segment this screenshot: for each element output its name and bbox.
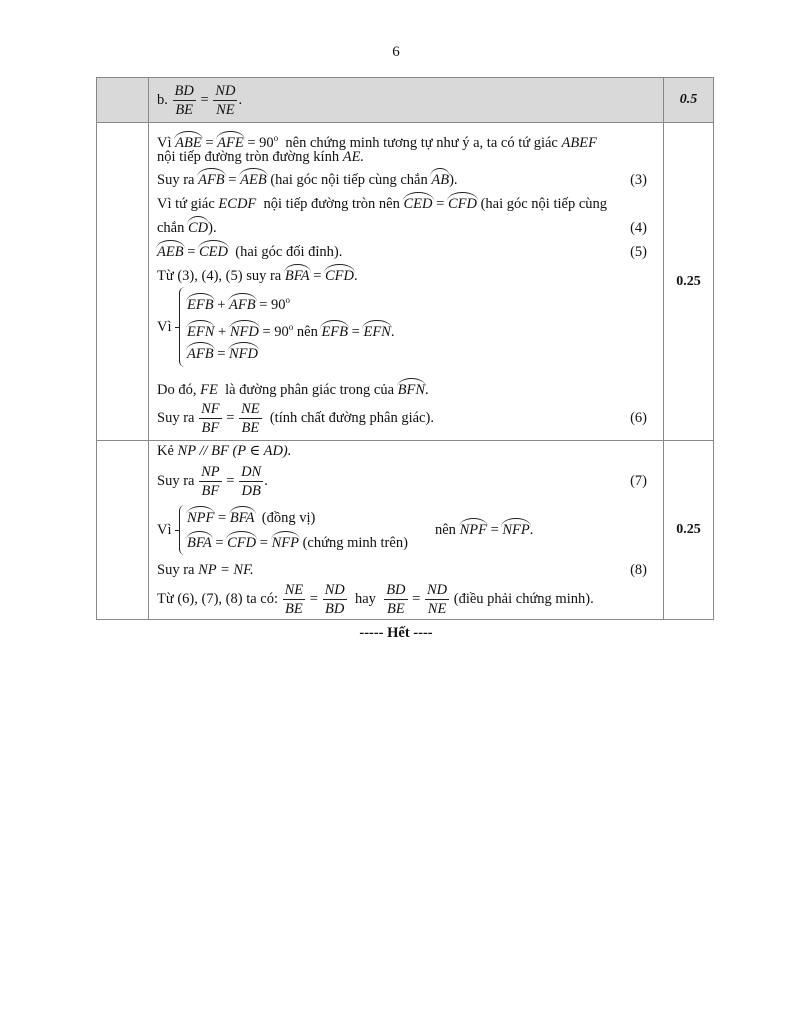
proof-line: Suy ra NP = NF. (157, 562, 254, 578)
equation-number: (5) (630, 244, 647, 260)
part-b-statement: b. $\frac{BD}{BE}$ = $\frac{ND}{NE}$ . (149, 78, 664, 123)
proof-line: AEB = CED (hai góc đối đỉnh). (157, 244, 343, 260)
proof-line: nên NPF = NFP. (435, 522, 534, 538)
end-marker: ----- Hết ---- (359, 625, 433, 641)
equation-number: (3) (630, 172, 647, 188)
proof-line: Suy ra $\frac{NP}{BF}$ = $\frac{DN}{DB}$ . (157, 464, 268, 500)
equation-number: (6) (630, 410, 647, 426)
equation-number: (7) (630, 473, 647, 489)
proof-line: nội tiếp đường tròn đường kính AE. (157, 149, 365, 165)
proof-line: Do đó, FE là đường phân giác trong của BFN. (157, 382, 429, 398)
system-brace (179, 287, 186, 367)
equation-number: (8) (630, 562, 647, 578)
system-line: EFN + NFD = $90^o$ nên EFB = EFN. (187, 322, 395, 340)
system-line: AFB = NFD (187, 346, 259, 362)
page-number: 6 (392, 44, 400, 60)
system-line: BFA = CFD = NFP (chứng minh trên) (187, 535, 408, 551)
proof-line: Từ (3), (4), (5) suy ra BFA = CFD. (157, 268, 358, 284)
fraction: $\frac{ND}{NE}$ (215, 83, 236, 119)
proof-step-2 (149, 441, 664, 620)
score-cell: 0.5 (664, 78, 714, 123)
part-label: b. (157, 92, 168, 108)
table-row (97, 441, 714, 620)
proof-line: Từ (6), (7), (8) ta có: $\frac{NE}{BE}$ = $\frac{ND}{BD}$ hay $\frac{BD}{BE}$ = $\frac{ND}{NE}$ (điều phải chứng minh). (157, 582, 594, 618)
equation-number: (4) (630, 220, 647, 236)
proof-step-1 (149, 123, 664, 441)
left-column-cell (97, 78, 149, 123)
proof-line: Vì tứ giác ECDF nội tiếp đường tròn nên CED = CFD (hai góc nội tiếp cùng (157, 196, 607, 212)
proof-line: Vì (157, 319, 172, 335)
proof-line: chắn CD). (157, 220, 217, 236)
system-line: NPF = BFA (đồng vị) (187, 510, 316, 526)
fraction: $\frac{BD}{BE}$ (174, 83, 194, 119)
proof-line: Suy ra $\frac{NF}{BF}$ = $\frac{NE}{BE}$ (tính chất đường phân giác). (157, 401, 434, 437)
table-row (97, 123, 714, 441)
system-brace (179, 505, 186, 555)
score-cell: 0.25 (664, 441, 714, 620)
proof-line: Vì ABE = AFE = $90^o$ nên chứng minh tương tự như ý a, ta có tứ giác ABEF (157, 133, 597, 151)
proof-line: Suy ra AFB = AEB (hai góc nội tiếp cùng chắn AB). (157, 172, 458, 188)
proof-line: Vì (157, 522, 172, 538)
solution-table (96, 77, 714, 620)
score-cell: 0.25 (664, 123, 714, 441)
table-row (97, 78, 714, 123)
proof-line: Kẻ NP // BF (P ∈ AD). (157, 443, 292, 459)
system-line: EFB + AFB = $90^o$ (187, 295, 291, 313)
